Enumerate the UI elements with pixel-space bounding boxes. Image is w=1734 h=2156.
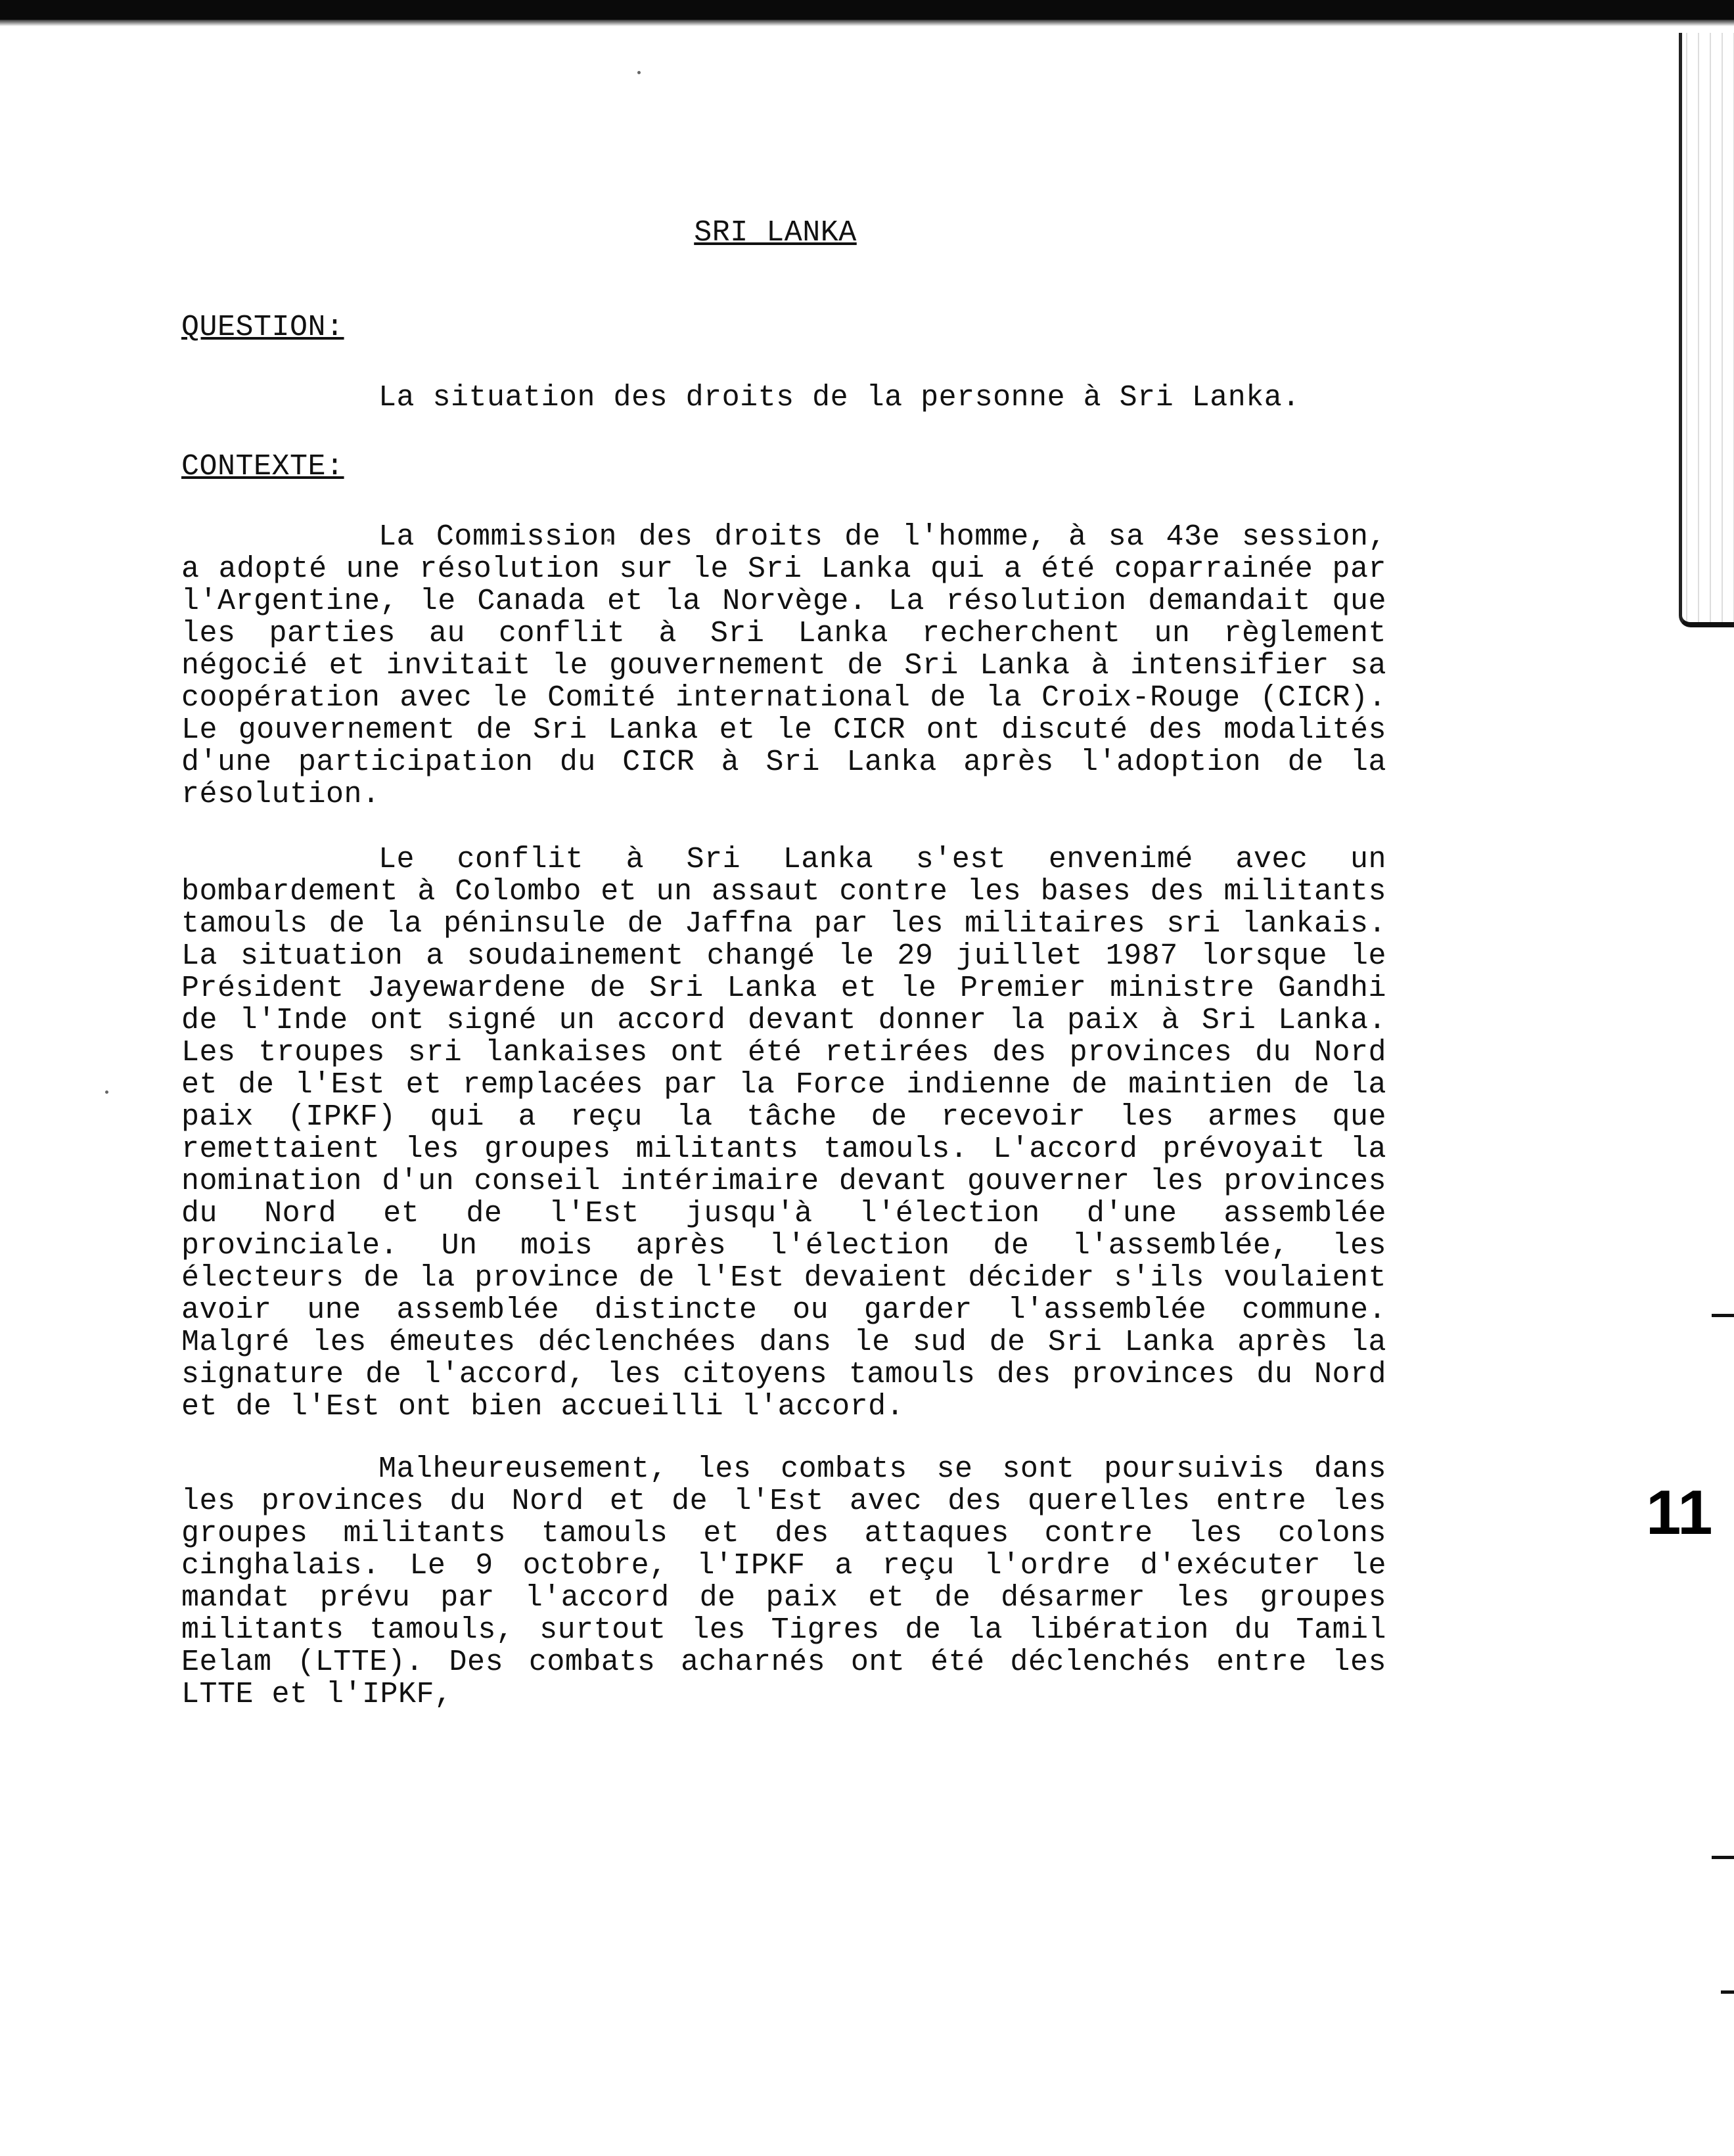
context-paragraph-3: Malheureusement, les combats se sont poursuivis dans les provinces du Nord et de l'Est avec des querelles entre les groupes militants tamouls et des attaques contre les colons cinghalais. Le 9 octobre, l'IPKF a reçu l'ordre d'exécuter le mandat prévu par l'accord de paix et de désarmer les groupes militants tamouls, surtout les Tigres de la libération du Tamil Eelam (LTTE). Des combats acharnés ont été déclenchés entre les LTTE et l'IPKF, [181, 1452, 1386, 1711]
question-text: La situation des droits de la personne à Sri Lanka. [378, 381, 1300, 415]
page-number: 11 [1646, 1477, 1713, 1548]
edge-tick [1712, 1856, 1734, 1859]
document-body [164, 217, 1386, 1743]
context-heading: CONTEXTE: [181, 450, 344, 483]
scan-top-border [0, 0, 1734, 20]
question-heading: QUESTION: [181, 311, 344, 344]
edge-tick [1721, 1990, 1734, 1994]
scan-speck [105, 1090, 108, 1094]
binder-edge [1679, 33, 1734, 627]
page-title: SRI LANKA [694, 216, 857, 250]
scan-top-shadow [0, 20, 1734, 26]
context-paragraph-1: La Commission des droits de l'homme, à sa 43e session, a adopté une résolution sur le Sri Lanka qui a été coparrainée par l'Argentine, le Canada et la Norvège. La résolution demandait que les parties au conflit à Sri Lanka recherchent un règlement négocié et invitait le gouvernement de Sri Lanka à intensifier sa coopération avec le Comité international de la Croix-Rouge (CICR). Le gouvernement de Sri Lanka et le CICR ont discuté des modalités d'une participation du CICR à Sri Lanka après l'adoption de la résolution. [181, 520, 1386, 811]
scan-speck [637, 71, 641, 74]
context-paragraph-2: Le conflit à Sri Lanka s'est envenimé avec un bombardement à Colombo et un assaut contre les bases des militants tamouls de la péninsule de Jaffna par les militaires sri lankais. La situation a soudainement changé le 29 juillet 1987 lorsque le Président Jayewardene de Sri Lanka et le Premier ministre Gandhi de l'Inde ont signé un accord devant donner la paix à Sri Lanka. Les troupes sri lankaises ont été retirées des provinces du Nord et de l'Est et remplacées par la Force indienne de maintien de la paix (IPKF) qui a reçu la tâche de recevoir les armes que remettaient les groupes militants tamouls. L'accord prévoyait la nomination d'un conseil intérimaire devant gouverner les provinces du Nord et de l'Est jusqu'à l'élection d'une assemblée provinciale. Un mois après l'élection de l'assemblée, les électeurs de la province de l'Est devaient décider s'ils voulaient avoir une assemblée distincte ou garder l'assemblée commune. Malgré les émeutes déclenchées dans le sud de Sri Lanka après la signature de l'accord, les citoyens tamouls des provinces du Nord et de l'Est ont bien accueilli l'accord. [181, 843, 1386, 1424]
edge-tick [1712, 1314, 1734, 1317]
